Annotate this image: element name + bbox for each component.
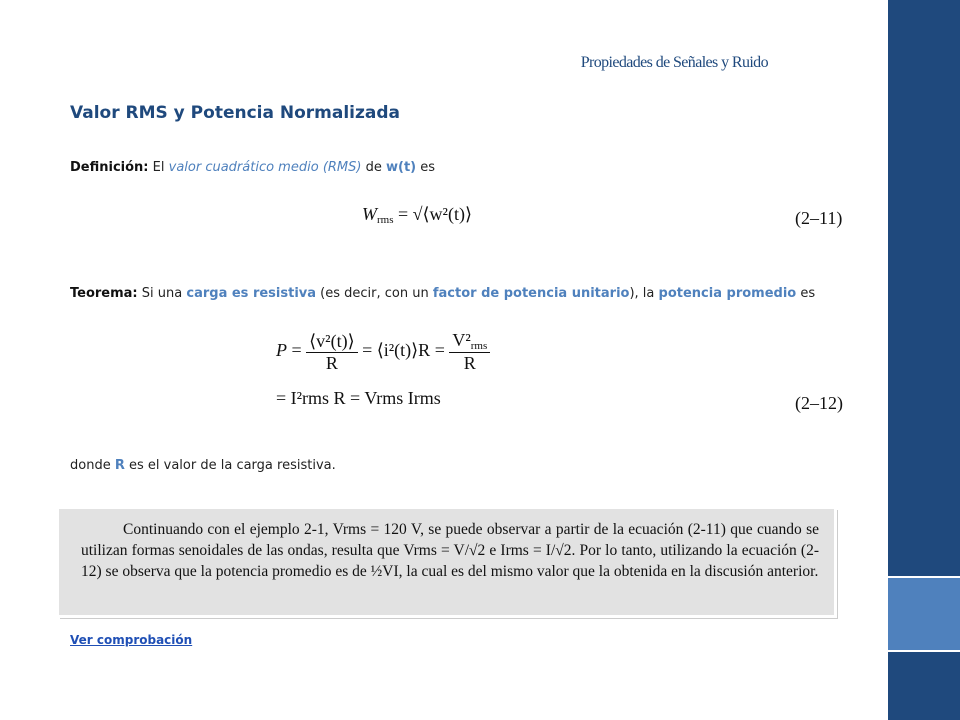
slide-title: Valor RMS y Potencia Normalizada — [70, 103, 401, 123]
eq1-lhs-sub: rms — [377, 214, 394, 226]
theorem-label: Teorema: — [70, 286, 138, 301]
sidebar-accent-block — [888, 578, 960, 650]
term-potencia-promedio: potencia promedio — [658, 286, 797, 301]
definition-label: Definición: — [70, 160, 149, 175]
theorem-text-1: Si una — [141, 286, 183, 301]
eq1-lhs: W — [362, 204, 377, 224]
theorem-line — [70, 286, 815, 301]
eq2-num-1: ⟨v²(t)⟩ — [306, 331, 357, 353]
note-box-text: Continuando con el ejemplo 2-1, Vrms = 120 V, se puede observar a partir de la ecuación (2-11) que cuando se utilizan formas senoidales de las ondas, resulta que Vrms = V/√2 e Irms = I/√2. Por lo tanto, utilizando la ecuación (2-12) se observa que la potencia promedio es de ½VI, la cual es del mismo valor que la obtenida en la discusión anterior. — [81, 521, 819, 580]
eq2-line-2: I²rms R = Vrms Irms — [290, 388, 441, 408]
r-var: R — [114, 458, 125, 473]
definition-text-3: es — [420, 160, 436, 175]
theorem-text-4: es — [800, 286, 816, 301]
note-box — [59, 509, 837, 618]
equation-2-12-line-1: P = $\frac{\text{⟨v²(t)⟩}}{R}$ = ⟨i²(t)⟩R = $\frac{V^2_{rms}}{R}$ — [276, 330, 490, 374]
rms-term: valor cuadrático medio — [168, 160, 319, 175]
theorem-text-2: (es decir, con un — [320, 286, 429, 301]
eq2-num-2: V² — [452, 330, 471, 350]
equation-number-2-11: (2–11) — [795, 208, 843, 228]
eq2-num-2-sub: rms — [470, 340, 488, 352]
eq2-den-2: R — [463, 353, 476, 373]
definition-text: El — [152, 160, 165, 175]
rms-abbr: (RMS) — [322, 160, 362, 175]
where-text-1: donde — [70, 458, 111, 473]
where-line — [70, 458, 336, 473]
eq2-frac-1 — [306, 331, 357, 374]
eq1-rhs: √⟨w²(t)⟩ — [412, 204, 472, 224]
eq2-num-2-wrap — [449, 330, 490, 353]
equation-2-11: $W_{rms}$ = √⟨w²(t)⟩ — [362, 204, 472, 226]
definition-line — [70, 160, 435, 175]
equation-number-2-12: (2–12) — [795, 393, 843, 413]
ver-comprobacion-link[interactable]: Ver comprobación — [70, 633, 193, 647]
sidebar-divider-bottom — [888, 650, 960, 652]
eq2-den-1: R — [325, 352, 338, 373]
slide-header: Propiedades de Señales y Ruido — [580, 54, 768, 71]
where-text-2: es el valor de la carga resistiva. — [129, 458, 336, 473]
eq2-frac-2 — [449, 330, 490, 374]
wt-var: w(t) — [386, 160, 417, 175]
equation-2-12-line-2: = I²rms R = Vrms Irms — [276, 388, 441, 408]
theorem-text-3: ), la — [629, 286, 655, 301]
term-carga-resistiva: carga es resistiva — [186, 286, 317, 301]
term-factor-potencia: factor de potencia unitario — [432, 286, 630, 301]
eq2-mid: ⟨i²(t)⟩R — [376, 340, 431, 361]
eq2-p: P — [276, 340, 287, 361]
definition-text-2: de — [365, 160, 382, 175]
